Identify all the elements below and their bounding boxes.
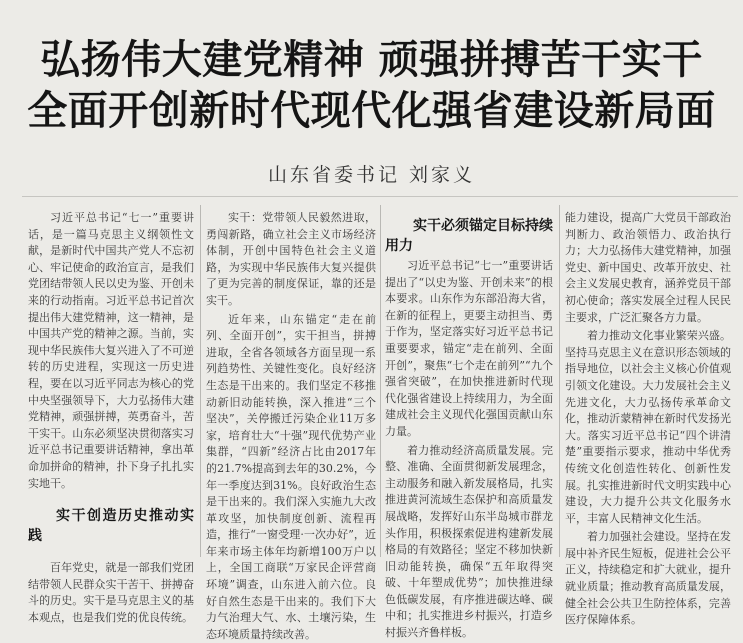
- article-column-2: [206, 210, 376, 641]
- paragraph: 着力推动文化事业繁荣兴盛。坚持马克思主义在意识形态领域的指导地位，以社会主义核心价值观引领文化建设。大力发展社会主义先进文化，大力弘扬传承革命文化，推动沂蒙精神在新时代发扬光大。落实习近平总书记“四个讲清楚”重要指示要求，推动中华优秀传统文化创造性转化、创新性发展。扎实推进新时代文明实践中心建设，大力提升公共文化服务水平，丰富人民精神文化生活。: [565, 329, 731, 525]
- headline-line-1: 弘扬伟大建党精神 顽强拼搏苦干实干: [40, 37, 703, 83]
- paragraph: 近年来，山东锚定“走在前列、全面开创”，实干担当，拼搏进取，全省各领域各方面呈现一系列趋势性、关键性变化。良好经济生态是干出来的。我们坚定不移推动新旧动能转换，深入推进“三个坚决”，关停搬迁污染企业11万多家，培育壮大“十强”现代优势产业集群，“四新”经济占比由2017年的21.7%提高到去年的30.2%，今年一季度达到31%。良好政治生态是干出来的。我们深入实施九大改革攻坚，加快制度创新、流程再造，推行“一窗受理·一次办好”，近年来市场主体年均新增100万户以上，全国工商联“万家民企评营商环境”调查，山东进入前六位。良好自然生态是干出来的。我们下大力气治理大气、水、土壤污染，生态环境质量持续改善。: [206, 312, 376, 641]
- column-divider: [200, 205, 201, 557]
- article-column-3: [385, 210, 553, 640]
- paragraph: 着力加强社会建设。坚持在发展中补齐民生短板，促进社会公平正义，持续稳定和扩大就业，提升就业质量；推动教育高质量发展，健全社会公共卫生防控体系，完善医疗保障体系。: [565, 530, 731, 627]
- column-divider: [380, 205, 381, 557]
- paragraph: 实干：党带领人民毅然进取，勇闯新路，确立社会主义市场经济体制，开创中国特色社会主义道路，为实现中华民族伟大复兴提供了更为完善的制度保证，靠的还是实干。: [206, 211, 376, 307]
- column-divider: [559, 205, 560, 557]
- paragraph: 习近平总书记“七一”重要讲话，是一篇马克思主义纲领性文献，是新时代中国共产党人不忘初心、牢记使命的政治宣言，是我们党团结带领人民以史为鉴、开创未来的行动指南。习近平总书记首次提出伟大建党精神，这一精神，是中国共产党的精神之源。当前，实现中华民族伟大复兴进入了不可逆转的历史进程，实现这一历史进程，要在以习近平同志为核心的党中央坚强领导下，大力弘扬伟大建党精神，顽强拼搏，英勇奋斗，苦干实干。山东必须坚决贯彻落实习近平总书记重要讲话精神，拿出革命加拼命的精神，扑下身子扎扎实实地干。: [28, 211, 194, 490]
- article-column-4: [565, 210, 731, 627]
- headline-line-2: 全面开创新时代现代化强省建设新局面: [27, 88, 716, 134]
- header-divider: [22, 196, 738, 197]
- section-subhead: 实干必须锚定目标持续用力: [385, 218, 553, 254]
- article-column-1: [28, 210, 194, 624]
- paragraph: 习近平总书记“七一”重要讲话提出了“以史为鉴、开创未来”的根本要求。山东作为东部沿海大省，在新的征程上，更要主动担当、勇于作为，坚定落实好习近平总书记重要要求，锚定“走在前列、全面开创”，聚焦“七个走在前列”“九个强省突破”，在加快推进新时代现代化强省建设上持续用力，为全面建成社会主义现代化强国贡献山东力量。: [385, 259, 553, 438]
- paragraph: 百年党史，就是一部我们党团结带领人民群众实干苦干、拼搏奋斗的历史。实干是马克思主义的基本观点，也是我们党的优良传统。: [28, 561, 194, 624]
- paragraph: 能力建设，提高广大党员干部政治判断力、政治领悟力、政治执行力；大力弘扬伟大建党精神，加强党史、新中国史、改革开放史、社会主义发展史教育，涵养党员干部初心使命；落实发展全过程人民民主要求，广泛汇聚各方力量。: [565, 211, 731, 324]
- author-byline: 山东省委书记 刘家义: [267, 164, 476, 186]
- section-subhead: 实干创造历史推动实践: [28, 508, 194, 545]
- paragraph: 着力推动经济高质量发展。完整、准确、全面贯彻新发展理念，主动服务和融入新发展格局，扎实推进黄河流域生态保护和高质量发展战略，发挥好山东半岛城市群龙头作用，积极探索促进构建新发展格局的有效路径；坚定不移加快新旧动能转换，确保“五年取得突破、十年塑成优势”；加快推进绿色低碳发展，有序推进碳达峰、碳中和；扎实推进乡村振兴，打造乡村振兴齐鲁样板。: [385, 443, 553, 640]
